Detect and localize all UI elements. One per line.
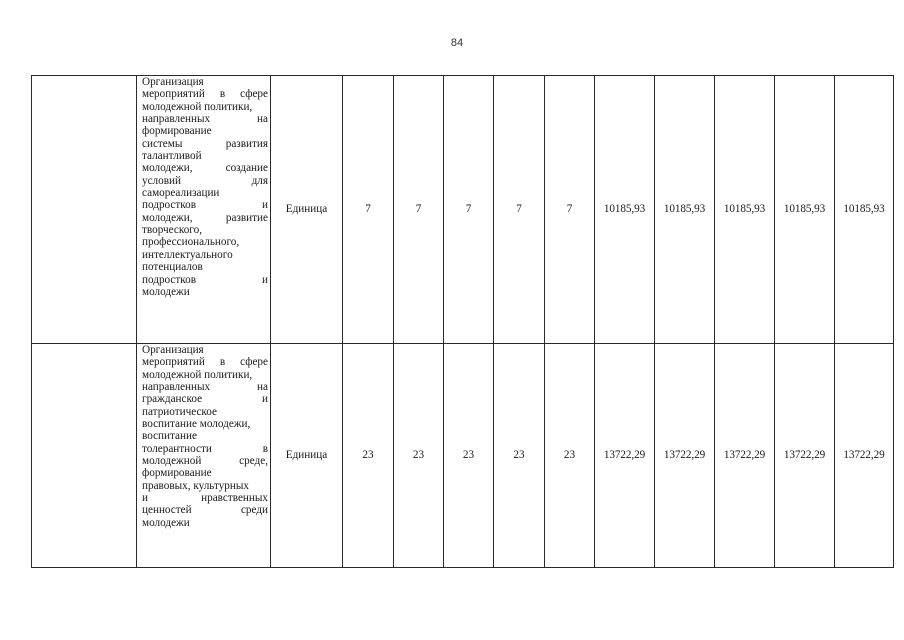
description-line: молодежи — [142, 285, 190, 298]
description-line: молодежной политики, — [142, 368, 253, 381]
description-word: и — [262, 199, 268, 212]
description-word: условий — [142, 174, 181, 187]
empty-cell — [32, 76, 137, 344]
description-word: направленных — [142, 113, 211, 126]
services-table — [31, 75, 894, 568]
description-line — [142, 274, 268, 286]
description-line — [142, 88, 268, 100]
description-line — [142, 455, 268, 467]
description-word: мероприятий — [142, 88, 205, 101]
description-line: Организация — [142, 344, 204, 356]
description-line — [142, 199, 268, 211]
description-line: воспитание молодежи, — [142, 418, 251, 431]
description-line — [142, 113, 268, 125]
description-word: развития — [225, 137, 268, 150]
description-line — [142, 356, 268, 368]
description-word: направленных — [142, 381, 211, 394]
description-line — [142, 504, 268, 516]
description-word: развитие — [225, 211, 268, 224]
page-number: 84 — [450, 37, 464, 49]
quantity-cell: 23 — [394, 344, 444, 568]
description-word: системы — [142, 137, 183, 150]
description-line — [142, 443, 268, 455]
amount-cell: 13722,29 — [595, 344, 655, 568]
description-word: и — [262, 273, 268, 286]
description-line: воспитание — [142, 430, 197, 443]
empty-cell — [32, 344, 137, 568]
description-word: и — [142, 492, 148, 505]
description-line — [142, 492, 268, 504]
amount-cell: 10185,93 — [715, 76, 775, 344]
description-line — [142, 212, 268, 224]
description-line — [142, 162, 268, 174]
description-word: молодежи, — [142, 162, 193, 175]
table-row — [32, 76, 894, 344]
amount-cell: 10185,93 — [595, 76, 655, 344]
description-word: и — [262, 393, 268, 406]
description-line — [142, 393, 268, 405]
quantity-cell: 23 — [494, 344, 545, 568]
description-line: патриотическое — [142, 405, 217, 418]
amount-cell: 13722,29 — [775, 344, 835, 568]
description-word: на — [257, 381, 268, 394]
description-word: молодежи, — [142, 211, 193, 224]
description-line: Организация — [142, 76, 204, 88]
amount-cell: 13722,29 — [715, 344, 775, 568]
description-word: для — [251, 174, 268, 187]
description-word: нравственных — [201, 492, 268, 505]
description-word: подростков — [142, 273, 197, 286]
quantity-cell: 23 — [343, 344, 394, 568]
description-line: молодежной политики, — [142, 100, 253, 113]
description-word: сфере — [240, 356, 268, 369]
description-line: талантливой — [142, 150, 202, 163]
table-row — [32, 344, 894, 568]
description-word: создание — [225, 162, 268, 175]
quantity-cell: 7 — [394, 76, 444, 344]
description-line — [142, 381, 268, 393]
description-line: потенциалов — [142, 261, 203, 274]
description-word: ценностей — [142, 504, 192, 517]
description-word: гражданское — [142, 393, 203, 406]
amount-cell: 10185,93 — [655, 76, 715, 344]
description-word: среде, — [239, 455, 268, 468]
service-description — [137, 344, 271, 568]
description-line: интеллектуального — [142, 248, 233, 261]
description-line — [142, 175, 268, 187]
amount-cell: 13722,29 — [835, 344, 894, 568]
description-word: мероприятий — [142, 356, 205, 369]
description-word: молодежной — [142, 455, 202, 468]
description-line: профессионального, — [142, 236, 240, 249]
quantity-cell: 7 — [444, 76, 494, 344]
description-word: подростков — [142, 199, 197, 212]
description-line: формирование — [142, 125, 212, 138]
description-line: формирование — [142, 467, 212, 480]
description-word: в — [262, 442, 268, 455]
unit-cell: Единица — [271, 76, 343, 344]
quantity-cell: 7 — [494, 76, 545, 344]
description-word: сфере — [240, 88, 268, 101]
description-word: в — [219, 88, 226, 101]
description-line: самореализации — [142, 187, 220, 200]
quantity-cell: 7 — [545, 76, 595, 344]
description-line — [142, 138, 268, 150]
service-description — [137, 76, 271, 344]
amount-cell: 10185,93 — [835, 76, 894, 344]
description-line: творческого, — [142, 224, 203, 237]
quantity-cell: 7 — [343, 76, 394, 344]
description-word: среди — [240, 504, 268, 517]
quantity-cell: 23 — [444, 344, 494, 568]
description-line: молодежи — [142, 516, 190, 529]
unit-cell: Единица — [271, 344, 343, 568]
description-word: толерантности — [142, 442, 212, 455]
description-word: в — [219, 356, 226, 369]
description-word: на — [257, 113, 268, 126]
quantity-cell: 23 — [545, 344, 595, 568]
amount-cell: 10185,93 — [775, 76, 835, 344]
description-line: правовых, культурных — [142, 479, 249, 492]
amount-cell: 13722,29 — [655, 344, 715, 568]
